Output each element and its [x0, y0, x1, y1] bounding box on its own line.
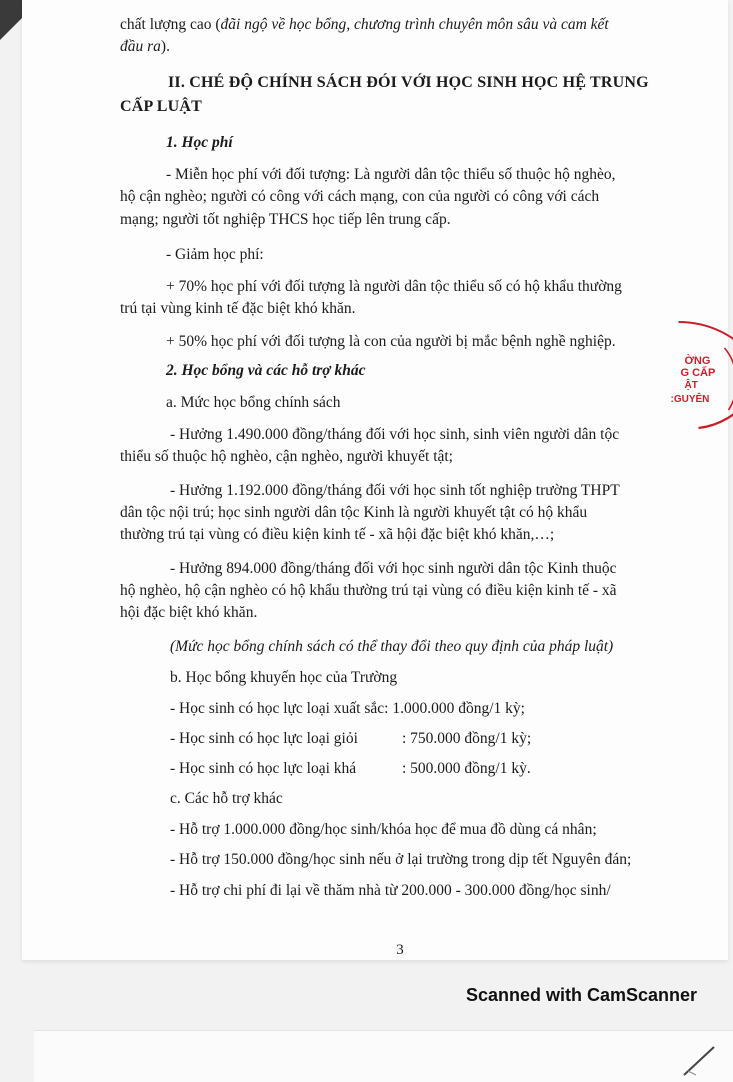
- section-heading: II. CHÉ ĐỘ CHÍNH SÁCH ĐÓI VỚI HỌC SINH HỌC HỆ TRUNG: [168, 74, 649, 91]
- text-line: [120, 14, 680, 36]
- note-line: (Mức học bổng chính sách có thể thay đổi theo quy định của pháp luật): [170, 638, 614, 655]
- stamp-text-2: G CẤP: [680, 367, 716, 379]
- text-span: ).: [160, 38, 170, 55]
- subheading-hoc-phi: 1. Học phí: [166, 134, 233, 151]
- text-line: thiểu số thuộc hộ nghèo, cận nghèo, người khuyết tật;: [120, 448, 453, 465]
- grade-label: - Học sinh có học lực loại khá: [170, 760, 357, 777]
- text-line: - Hưởng 1.192.000 đồng/tháng đối với học sinh tốt nghiệp trường THPT: [170, 482, 620, 499]
- text-line: + 50% học phí với đối tượng là con của người bị mắc bệnh nghề nghiệp.: [166, 333, 616, 350]
- official-stamp: [650, 318, 733, 448]
- text-line: - Hỗ trợ 1.000.000 đồng/học sinh/khóa học để mua đồ dùng cá nhân;: [170, 821, 597, 838]
- text-line: - Hỗ trợ 150.000 đồng/học sinh nếu ở lại trường trong dịp tết Nguyên đán;: [170, 851, 632, 868]
- next-page-edge: [34, 1030, 733, 1082]
- text-line: c. Các hỗ trợ khác: [170, 790, 283, 807]
- italic-span: đãi ngộ về học bổng, chương trình chuyên môn sâu và cam kết: [220, 16, 609, 33]
- text-line: hội đặc biệt khó khăn.: [120, 604, 258, 621]
- grade-row-kha: [170, 758, 680, 780]
- grade-label: - Học sinh có học lực loại giỏi: [170, 730, 358, 747]
- text-line: - Hưởng 1.490.000 đồng/tháng đối với học sinh, sinh viên người dân tộc: [170, 426, 620, 443]
- text-line: dân tộc nội trú; học sinh người dân tộc Kinh là người khuyết tật có hộ khẩu: [120, 504, 588, 521]
- subheading-hoc-bong: 2. Học bổng và các hỗ trợ khác: [166, 362, 366, 379]
- text-span: chất lượng cao (: [120, 16, 221, 33]
- page-number: 3: [396, 942, 404, 958]
- stamp-text-4: :GUYÊN: [670, 394, 710, 405]
- text-line: - Hỗ trợ chi phí đi lại về thăm nhà từ 200.000 - 300.000 đồng/học sinh/: [170, 882, 611, 899]
- pen-mark-icon: [674, 1041, 733, 1081]
- text-line: hộ nghèo, hộ cận nghèo có hộ khẩu thường trú tại vùng có điều kiện kinh tế - xã: [120, 582, 617, 599]
- text-line: b. Học bổng khuyến học của Trường: [170, 669, 398, 686]
- text-line: - Giảm học phí:: [166, 246, 264, 263]
- text-line: + 70% học phí với đối tượng là người dân tộc thiểu số có hộ khẩu thường: [166, 278, 622, 295]
- text-line: - Hưởng 894.000 đồng/tháng đối với học sinh người dân tộc Kinh thuộc: [170, 560, 617, 577]
- grade-amount: : 500.000 đồng/1 kỳ.: [402, 760, 531, 777]
- stamp-text-1: ỜNG: [684, 355, 711, 367]
- grade-row-gioi: [170, 728, 680, 750]
- camscanner-watermark: Scanned with CamScanner: [466, 985, 698, 1005]
- section-heading-cont: CẤP LUẬT: [120, 98, 203, 115]
- text-line: a. Mức học bổng chính sách: [166, 394, 341, 411]
- italic-span: đầu ra: [120, 38, 161, 55]
- text-line: trú tại vùng kinh tế đặc biệt khó khăn.: [120, 300, 356, 317]
- text-line: - Học sinh có học lực loại xuất sắc: 1.000.000 đồng/1 kỳ;: [170, 700, 525, 717]
- stamp-text-3: ẬT: [684, 380, 698, 391]
- text-line: hộ cận nghèo; người có công với cách mạng, con của người có công với cách: [120, 188, 600, 205]
- document-page: [22, 0, 728, 960]
- text-line: mạng; người tốt nghiệp THCS học tiếp lên trung cấp.: [120, 211, 451, 228]
- text-line: thường trú tại vùng có điều kiện kinh tế - xã hội đặc biệt khó khăn,…;: [120, 526, 555, 543]
- text-line: [120, 36, 680, 58]
- grade-amount: : 750.000 đồng/1 kỳ;: [402, 730, 532, 747]
- text-line: - Miễn học phí với đối tượng: Là người dân tộc thiểu số thuộc hộ nghèo,: [166, 166, 616, 183]
